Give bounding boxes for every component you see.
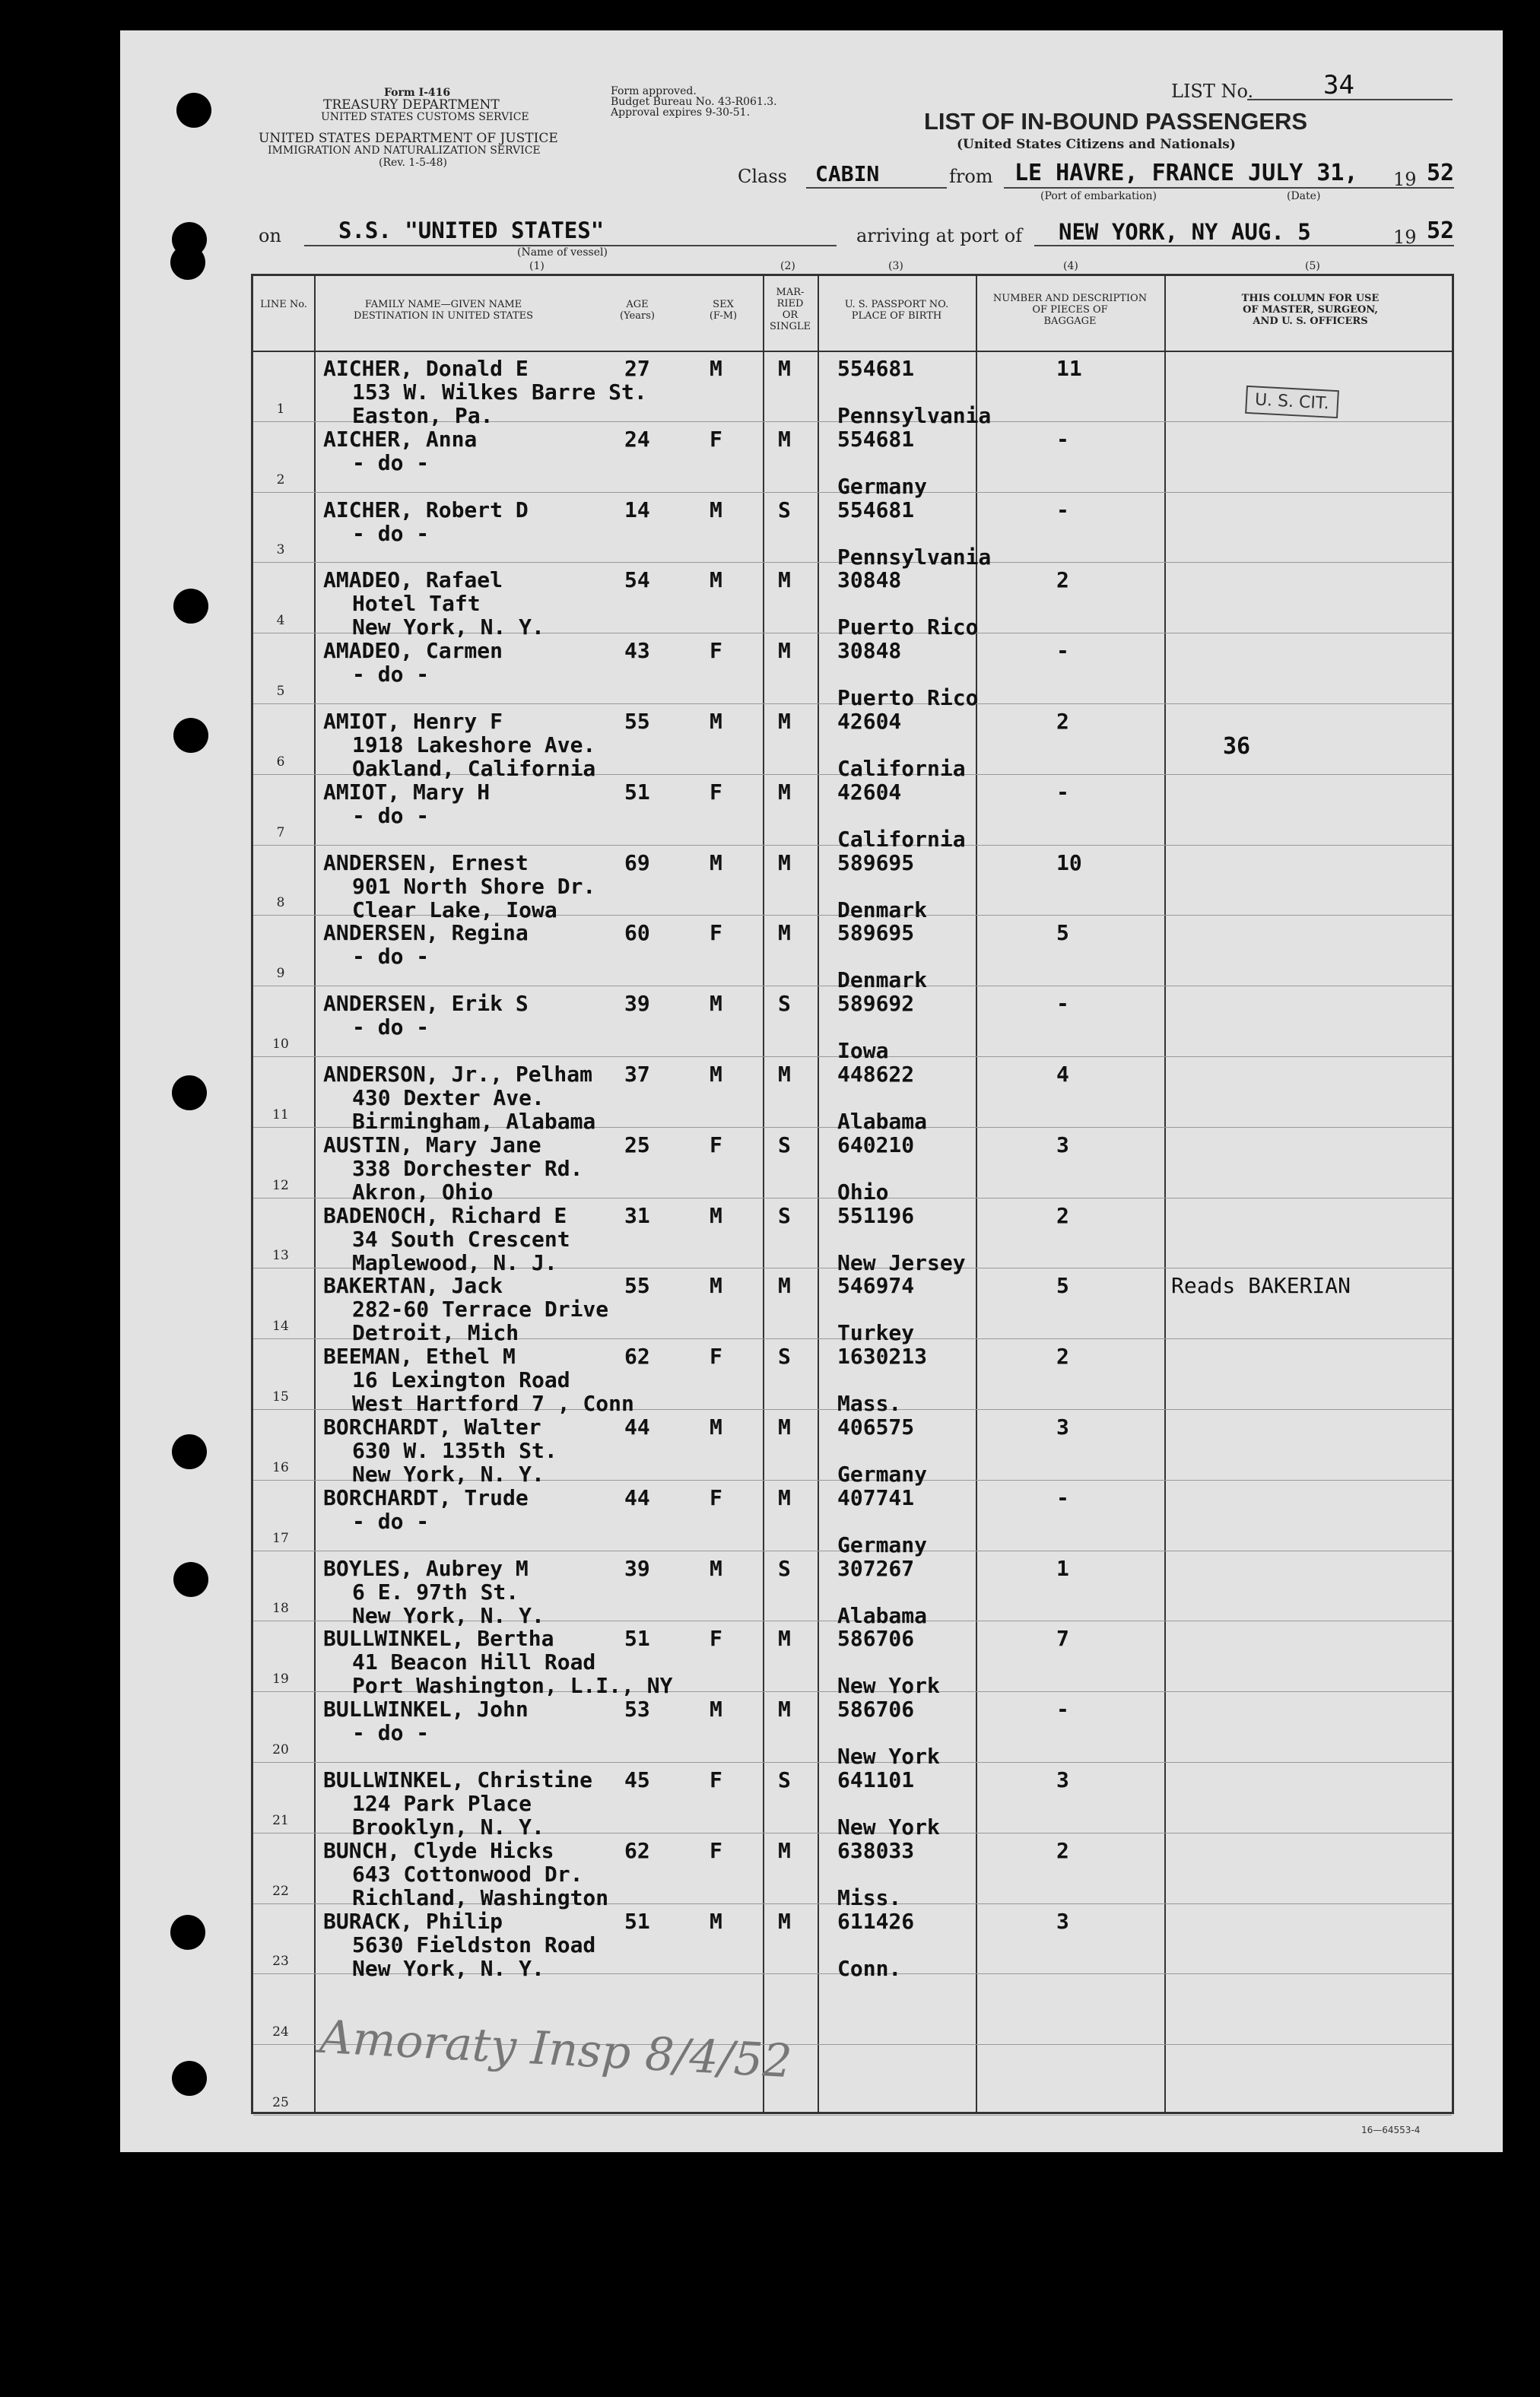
line-number: 11 <box>272 1106 289 1122</box>
col-header-married: MAR- RIED OR SINGLE <box>770 287 811 332</box>
passenger-sex: M <box>710 1414 722 1440</box>
passenger-name: AMIOT, Mary H <box>323 779 491 805</box>
baggage-count: 5 <box>1056 920 1069 946</box>
place-of-birth: Denmark <box>837 897 928 922</box>
reads-note: Reads BAKERIAN <box>1171 1273 1351 1298</box>
passenger-table <box>251 274 1454 2114</box>
header-divider <box>253 351 1452 352</box>
class-line <box>806 187 947 189</box>
passenger-name: AMADEO, Rafael <box>323 567 503 593</box>
passenger-sex: F <box>710 920 722 946</box>
passenger-sex: M <box>710 1697 722 1722</box>
col-number-3: (3) <box>888 260 903 272</box>
baggage-count: 7 <box>1056 1626 1069 1652</box>
passport-number: 554681 <box>837 356 915 381</box>
passenger-age: 37 <box>624 1062 650 1087</box>
baggage-count: - <box>1056 1697 1069 1722</box>
place-of-birth: California <box>837 756 966 781</box>
passenger-marital-status: M <box>778 1837 791 1863</box>
passport-number: 551196 <box>837 1202 915 1228</box>
page-title: LIST OF IN-BOUND PASSENGERS <box>924 108 1308 135</box>
col-header-line-no: LINE No. <box>260 299 307 310</box>
place-of-birth: Puerto Rico <box>837 614 979 640</box>
col-number-5: (5) <box>1305 260 1320 272</box>
baggage-count: 11 <box>1056 356 1082 381</box>
passport-number: 586706 <box>837 1697 915 1722</box>
passenger-name: AMIOT, Henry F <box>323 709 503 734</box>
baggage-count: 10 <box>1056 849 1082 875</box>
class-label: Class <box>738 166 787 187</box>
passenger-age: 39 <box>624 1555 650 1581</box>
passenger-name: AMADEO, Carmen <box>323 638 503 664</box>
passenger-city: Brooklyn, N. Y. <box>352 1814 545 1840</box>
passenger-address: 338 Dorchester Rd. <box>352 1155 583 1181</box>
passenger-age: 44 <box>624 1484 650 1510</box>
passport-number: 554681 <box>837 497 915 522</box>
baggage-count: - <box>1056 497 1069 522</box>
footer-code: 16—64553-4 <box>1361 2125 1421 2135</box>
passenger-age: 25 <box>624 1132 650 1157</box>
page-subtitle: (United States Citizens and Nationals) <box>957 137 1236 152</box>
col-number-4: (4) <box>1063 260 1078 272</box>
justice-dept: UNITED STATES DEPARTMENT OF JUSTICE <box>259 131 558 146</box>
col-header-sex: SEX (F-M) <box>709 299 738 322</box>
col-divider <box>1164 276 1166 2112</box>
passenger-age: 55 <box>624 1273 650 1299</box>
list-no-label: LIST No. <box>1171 81 1254 102</box>
passenger-age: 60 <box>624 920 650 946</box>
baggage-count: 2 <box>1056 1837 1069 1863</box>
passport-number: 406575 <box>837 1414 915 1440</box>
passenger-city: Richland, Washington <box>352 1884 609 1910</box>
line-number: 25 <box>272 2095 289 2110</box>
passport-number: 30848 <box>837 567 902 593</box>
line-number: 1 <box>276 401 285 417</box>
passenger-age: 39 <box>624 991 650 1017</box>
passenger-address: 643 Cottonwood Dr. <box>352 1861 583 1887</box>
passenger-address: Hotel Taft <box>352 591 481 617</box>
passport-number: 589692 <box>837 991 915 1017</box>
vessel-name: S.S. "UNITED STATES" <box>338 217 605 243</box>
place-of-birth: Iowa <box>837 1038 889 1064</box>
passenger-age: 24 <box>624 426 650 452</box>
passenger-name: BURACK, Philip <box>323 1908 503 1934</box>
binder-hole <box>176 93 211 128</box>
passenger-name: ANDERSON, Jr., Pelham <box>323 1062 593 1087</box>
line-number: 14 <box>272 1319 289 1335</box>
passenger-address: - do - <box>352 944 430 970</box>
passport-number: 1630213 <box>837 1344 928 1370</box>
passenger-sex: M <box>710 1908 722 1934</box>
passenger-city: New York, N. Y. <box>352 1955 545 1981</box>
passenger-sex: F <box>710 1767 722 1792</box>
line-number: 20 <box>272 1742 289 1757</box>
binder-hole <box>173 589 208 624</box>
passenger-city: New York, N. Y. <box>352 614 545 640</box>
passenger-city: West Hartford 7 , Conn <box>352 1391 634 1417</box>
passenger-sex: M <box>710 1555 722 1581</box>
passenger-age: 62 <box>624 1837 650 1863</box>
place-of-birth: Miss. <box>837 1884 902 1910</box>
binder-hole <box>173 718 208 753</box>
treasury-dept: TREASURY DEPARTMENT <box>323 97 500 113</box>
place-of-birth: Pennsylvania <box>837 544 992 570</box>
place-of-birth: Conn. <box>837 1955 902 1981</box>
passenger-sex: F <box>710 1837 722 1863</box>
place-of-birth: California <box>837 826 966 852</box>
passenger-address: - do - <box>352 1014 430 1040</box>
baggage-count: 2 <box>1056 1344 1069 1370</box>
passenger-age: 43 <box>624 638 650 664</box>
col-divider <box>818 276 819 2112</box>
immigration-service: IMMIGRATION AND NATURALIZATION SERVICE <box>268 144 541 157</box>
row-divider <box>253 2115 1452 2116</box>
baggage-count: - <box>1056 1484 1069 1510</box>
passenger-address: 41 Beacon Hill Road <box>352 1649 596 1675</box>
passenger-name: BADENOCH, Richard E <box>323 1202 567 1228</box>
list-no-value: 34 <box>1323 70 1354 100</box>
passenger-sex: F <box>710 1344 722 1370</box>
passenger-name: ANDERSEN, Ernest <box>323 849 529 875</box>
line-number: 9 <box>276 966 285 982</box>
passenger-city: Oakland, California <box>352 756 596 781</box>
col-header-baggage: NUMBER AND DESCRIPTION OF PIECES OF BAGGAGE <box>992 293 1148 327</box>
passenger-count: 36 <box>1223 733 1251 760</box>
baggage-count: 2 <box>1056 1202 1069 1228</box>
line-number: 5 <box>276 684 285 699</box>
passenger-age: 51 <box>624 1626 650 1652</box>
passenger-name: BUNCH, Clyde Hicks <box>323 1837 554 1863</box>
approval-expires: Approval expires 9-30-51. <box>611 106 751 119</box>
passenger-sex: F <box>710 426 722 452</box>
line-number: 12 <box>272 1177 289 1193</box>
line-number: 19 <box>272 1672 289 1687</box>
passenger-marital-status: S <box>778 1767 791 1792</box>
passenger-name: BEEMAN, Ethel M <box>323 1344 516 1370</box>
passport-number: 307267 <box>837 1555 915 1581</box>
place-of-birth: Pennsylvania <box>837 403 992 428</box>
passenger-age: 62 <box>624 1344 650 1370</box>
passenger-city: Akron, Ohio <box>352 1179 494 1205</box>
passenger-marital-status: M <box>778 1273 791 1299</box>
baggage-count: 1 <box>1056 1555 1069 1581</box>
us-citizen-stamp: U. S. CIT. <box>1245 386 1338 418</box>
passport-number: 589695 <box>837 920 915 946</box>
col-header-age: AGE (Years) <box>620 299 655 322</box>
arriving-label: arriving at port of <box>856 225 1023 246</box>
class-value: CABIN <box>815 161 880 186</box>
passenger-marital-status: S <box>778 991 791 1017</box>
passenger-name: BULLWINKEL, John <box>323 1697 529 1722</box>
passenger-address: 630 W. 135th St. <box>352 1438 557 1463</box>
passport-number: 554681 <box>837 426 915 452</box>
passenger-address: - do - <box>352 1720 430 1746</box>
line-number: 21 <box>272 1812 289 1828</box>
baggage-count: 2 <box>1056 567 1069 593</box>
binder-hole <box>170 245 205 280</box>
baggage-count: 3 <box>1056 1414 1069 1440</box>
binder-hole <box>172 1075 207 1110</box>
passport-number: 42604 <box>837 779 902 805</box>
passenger-age: 27 <box>624 356 650 381</box>
place-of-birth: New York <box>837 1673 940 1699</box>
year-value-2: 52 <box>1427 217 1455 244</box>
arrival-line <box>1034 245 1454 246</box>
place-of-birth: Puerto Rico <box>837 685 979 711</box>
passenger-age: 54 <box>624 567 650 593</box>
passenger-marital-status: M <box>778 426 791 452</box>
passenger-age: 69 <box>624 849 650 875</box>
place-of-birth: Germany <box>837 473 928 499</box>
passenger-name: BOYLES, Aubrey M <box>323 1555 529 1581</box>
passenger-sex: M <box>710 709 722 734</box>
year-value-1: 52 <box>1427 160 1455 186</box>
passenger-sex: M <box>710 1062 722 1087</box>
place-of-birth: Germany <box>837 1532 928 1557</box>
line-number: 8 <box>276 895 285 911</box>
line-number: 24 <box>272 2024 289 2040</box>
place-of-birth: New York <box>837 1814 940 1840</box>
baggage-count: - <box>1056 426 1069 452</box>
binder-hole <box>173 1562 208 1597</box>
passenger-marital-status: S <box>778 1132 791 1157</box>
baggage-count: 3 <box>1056 1132 1069 1157</box>
passenger-sex: M <box>710 567 722 593</box>
passenger-age: 45 <box>624 1767 650 1792</box>
passenger-city: New York, N. Y. <box>352 1602 545 1628</box>
passenger-name: ANDERSEN, Regina <box>323 920 529 946</box>
place-of-birth: Germany <box>837 1462 928 1487</box>
customs-service: UNITED STATES CUSTOMS SERVICE <box>321 111 529 123</box>
baggage-count: - <box>1056 638 1069 664</box>
baggage-count: 5 <box>1056 1273 1069 1299</box>
passenger-sex: M <box>710 356 722 381</box>
line-number: 18 <box>272 1601 289 1617</box>
embarkation-value: LE HAVRE, FRANCE JULY 31, <box>1014 160 1358 186</box>
passenger-marital-status: M <box>778 849 791 875</box>
inspector-signature: Amoraty Insp 8/4/52 <box>318 2010 794 2089</box>
passenger-sex: M <box>710 1202 722 1228</box>
passenger-marital-status: M <box>778 1484 791 1510</box>
col-header-passport: U. S. PASSPORT NO. PLACE OF BIRTH <box>844 299 949 322</box>
place-of-birth: Ohio <box>837 1179 889 1205</box>
passenger-sex: M <box>710 1273 722 1299</box>
baggage-count: - <box>1056 991 1069 1017</box>
passenger-name: AICHER, Donald E <box>323 356 529 381</box>
col-divider <box>763 276 764 2112</box>
passenger-name: AICHER, Robert D <box>323 497 529 522</box>
passenger-age: 14 <box>624 497 650 522</box>
passenger-city: Port Washington, L.I., NY <box>352 1673 673 1699</box>
year-prefix-2: 19 <box>1393 227 1417 248</box>
passenger-age: 51 <box>624 1908 650 1934</box>
passenger-name: AUSTIN, Mary Jane <box>323 1132 541 1157</box>
passenger-age: 51 <box>624 779 650 805</box>
line-number: 17 <box>272 1530 289 1546</box>
line-number: 4 <box>276 613 285 629</box>
passenger-address: 5630 Fieldston Road <box>352 1932 596 1957</box>
passenger-sex: F <box>710 779 722 805</box>
passport-number: 42604 <box>837 709 902 734</box>
passenger-marital-status: M <box>778 567 791 593</box>
port-caption: (Port of embarkation) <box>1040 190 1157 202</box>
binder-hole <box>170 1915 205 1950</box>
passenger-marital-status: M <box>778 356 791 381</box>
passenger-name: BAKERTAN, Jack <box>323 1273 503 1299</box>
passenger-marital-status: M <box>778 1626 791 1652</box>
passenger-marital-status: M <box>778 779 791 805</box>
passenger-address: - do - <box>352 520 430 546</box>
passenger-name: ANDERSEN, Erik S <box>323 991 529 1017</box>
baggage-count: 2 <box>1056 709 1069 734</box>
col-header-officers: THIS COLUMN FOR USE OF MASTER, SURGEON, AND U. S. OFFICERS <box>1241 293 1380 327</box>
passport-number: 546974 <box>837 1273 915 1299</box>
passenger-sex: F <box>710 1132 722 1157</box>
passenger-address: 6 E. 97th St. <box>352 1579 519 1605</box>
passenger-sex: F <box>710 1626 722 1652</box>
passenger-address: 16 Lexington Road <box>352 1367 570 1393</box>
date-caption: (Date) <box>1287 190 1321 202</box>
line-number: 23 <box>272 1954 289 1970</box>
passport-number: 638033 <box>837 1837 915 1863</box>
from-label: from <box>949 166 993 187</box>
passenger-sex: F <box>710 1484 722 1510</box>
passenger-marital-status: S <box>778 1344 791 1370</box>
binder-hole <box>172 1434 207 1469</box>
passenger-address: - do - <box>352 662 430 687</box>
passenger-city: New York, N. Y. <box>352 1462 545 1487</box>
passport-number: 586706 <box>837 1626 915 1652</box>
passenger-sex: M <box>710 991 722 1017</box>
form-number: Form I-416 <box>384 87 451 99</box>
passenger-marital-status: M <box>778 1414 791 1440</box>
passenger-address: 901 North Shore Dr. <box>352 873 596 899</box>
passenger-age: 44 <box>624 1414 650 1440</box>
passenger-name: BORCHARDT, Trude <box>323 1484 529 1510</box>
passenger-address: - do - <box>352 802 430 828</box>
passenger-address: 124 Park Place <box>352 1791 532 1816</box>
budget-bureau: Budget Bureau No. 43-R061.3. <box>611 96 777 108</box>
list-no-line <box>1247 99 1453 100</box>
passenger-marital-status: M <box>778 709 791 734</box>
vessel-caption: (Name of vessel) <box>517 246 608 259</box>
passenger-marital-status: M <box>778 1697 791 1722</box>
passenger-age: 53 <box>624 1697 650 1722</box>
passenger-address: - do - <box>352 1508 430 1534</box>
place-of-birth: Turkey <box>837 1320 915 1346</box>
line-number: 2 <box>276 471 285 487</box>
binder-hole <box>172 2061 207 2096</box>
passenger-address: 282-60 Terrace Drive <box>352 1297 609 1322</box>
passenger-marital-status: M <box>778 920 791 946</box>
passenger-age: 31 <box>624 1202 650 1228</box>
col-header-name: FAMILY NAME—GIVEN NAME DESTINATION IN UNITED STATES <box>353 299 534 322</box>
passport-number: 448622 <box>837 1062 915 1087</box>
passenger-marital-status: S <box>778 1555 791 1581</box>
passenger-marital-status: M <box>778 1908 791 1934</box>
passenger-address: 1918 Lakeshore Ave. <box>352 732 596 757</box>
passenger-name: AICHER, Anna <box>323 426 478 452</box>
passenger-address: 34 South Crescent <box>352 1226 570 1252</box>
passenger-city: Detroit, Mich <box>352 1320 519 1346</box>
passenger-marital-status: S <box>778 497 791 522</box>
on-label: on <box>259 225 281 246</box>
passenger-city: Easton, Pa. <box>352 403 494 428</box>
line-number: 16 <box>272 1459 289 1475</box>
passenger-marital-status: M <box>778 638 791 664</box>
passport-number: 641101 <box>837 1767 915 1792</box>
baggage-count: 4 <box>1056 1062 1069 1087</box>
passenger-sex: M <box>710 497 722 522</box>
line-number: 22 <box>272 1883 289 1899</box>
line-number: 10 <box>272 1037 289 1052</box>
place-of-birth: Alabama <box>837 1109 928 1134</box>
passenger-name: BULLWINKEL, Christine <box>323 1767 593 1792</box>
passport-number: 640210 <box>837 1132 915 1157</box>
passenger-city: Birmingham, Alabama <box>352 1109 596 1134</box>
col-divider <box>314 276 316 2112</box>
baggage-count: - <box>1056 779 1069 805</box>
passenger-sex: M <box>710 849 722 875</box>
passenger-address: - do - <box>352 449 430 475</box>
line-number: 7 <box>276 824 285 840</box>
place-of-birth: New York <box>837 1744 940 1770</box>
passenger-name: BORCHARDT, Walter <box>323 1414 541 1440</box>
passenger-sex: F <box>710 638 722 664</box>
passenger-name: BULLWINKEL, Bertha <box>323 1626 554 1652</box>
passenger-address: 153 W. Wilkes Barre St. <box>352 379 647 405</box>
line-number: 6 <box>276 754 285 770</box>
year-prefix-1: 19 <box>1393 169 1417 190</box>
passenger-marital-status: S <box>778 1202 791 1228</box>
place-of-birth: Denmark <box>837 967 928 993</box>
passport-number: 30848 <box>837 638 902 664</box>
line-number: 13 <box>272 1248 289 1264</box>
place-of-birth: New Jersey <box>837 1249 966 1275</box>
col-number-1: (1) <box>529 260 545 272</box>
passenger-marital-status: M <box>778 1062 791 1087</box>
arrival-port: NEW YORK, NY AUG. 5 <box>1059 219 1311 245</box>
passenger-city: Maplewood, N. J. <box>352 1249 557 1275</box>
line-number: 3 <box>276 542 285 558</box>
col-number-2: (2) <box>780 260 795 272</box>
passenger-city: Clear Lake, Iowa <box>352 897 557 922</box>
baggage-count: 3 <box>1056 1908 1069 1934</box>
revision: (Rev. 1-5-48) <box>379 157 447 169</box>
place-of-birth: Alabama <box>837 1602 928 1628</box>
baggage-count: 3 <box>1056 1767 1069 1792</box>
from-line <box>1004 187 1454 189</box>
passenger-address: 430 Dexter Ave. <box>352 1085 545 1110</box>
passport-number: 611426 <box>837 1908 915 1934</box>
passport-number: 589695 <box>837 849 915 875</box>
line-number: 15 <box>272 1389 289 1405</box>
passenger-age: 55 <box>624 709 650 734</box>
passport-number: 407741 <box>837 1484 915 1510</box>
place-of-birth: Mass. <box>837 1391 902 1417</box>
form-approved: Form approved. <box>611 85 697 97</box>
